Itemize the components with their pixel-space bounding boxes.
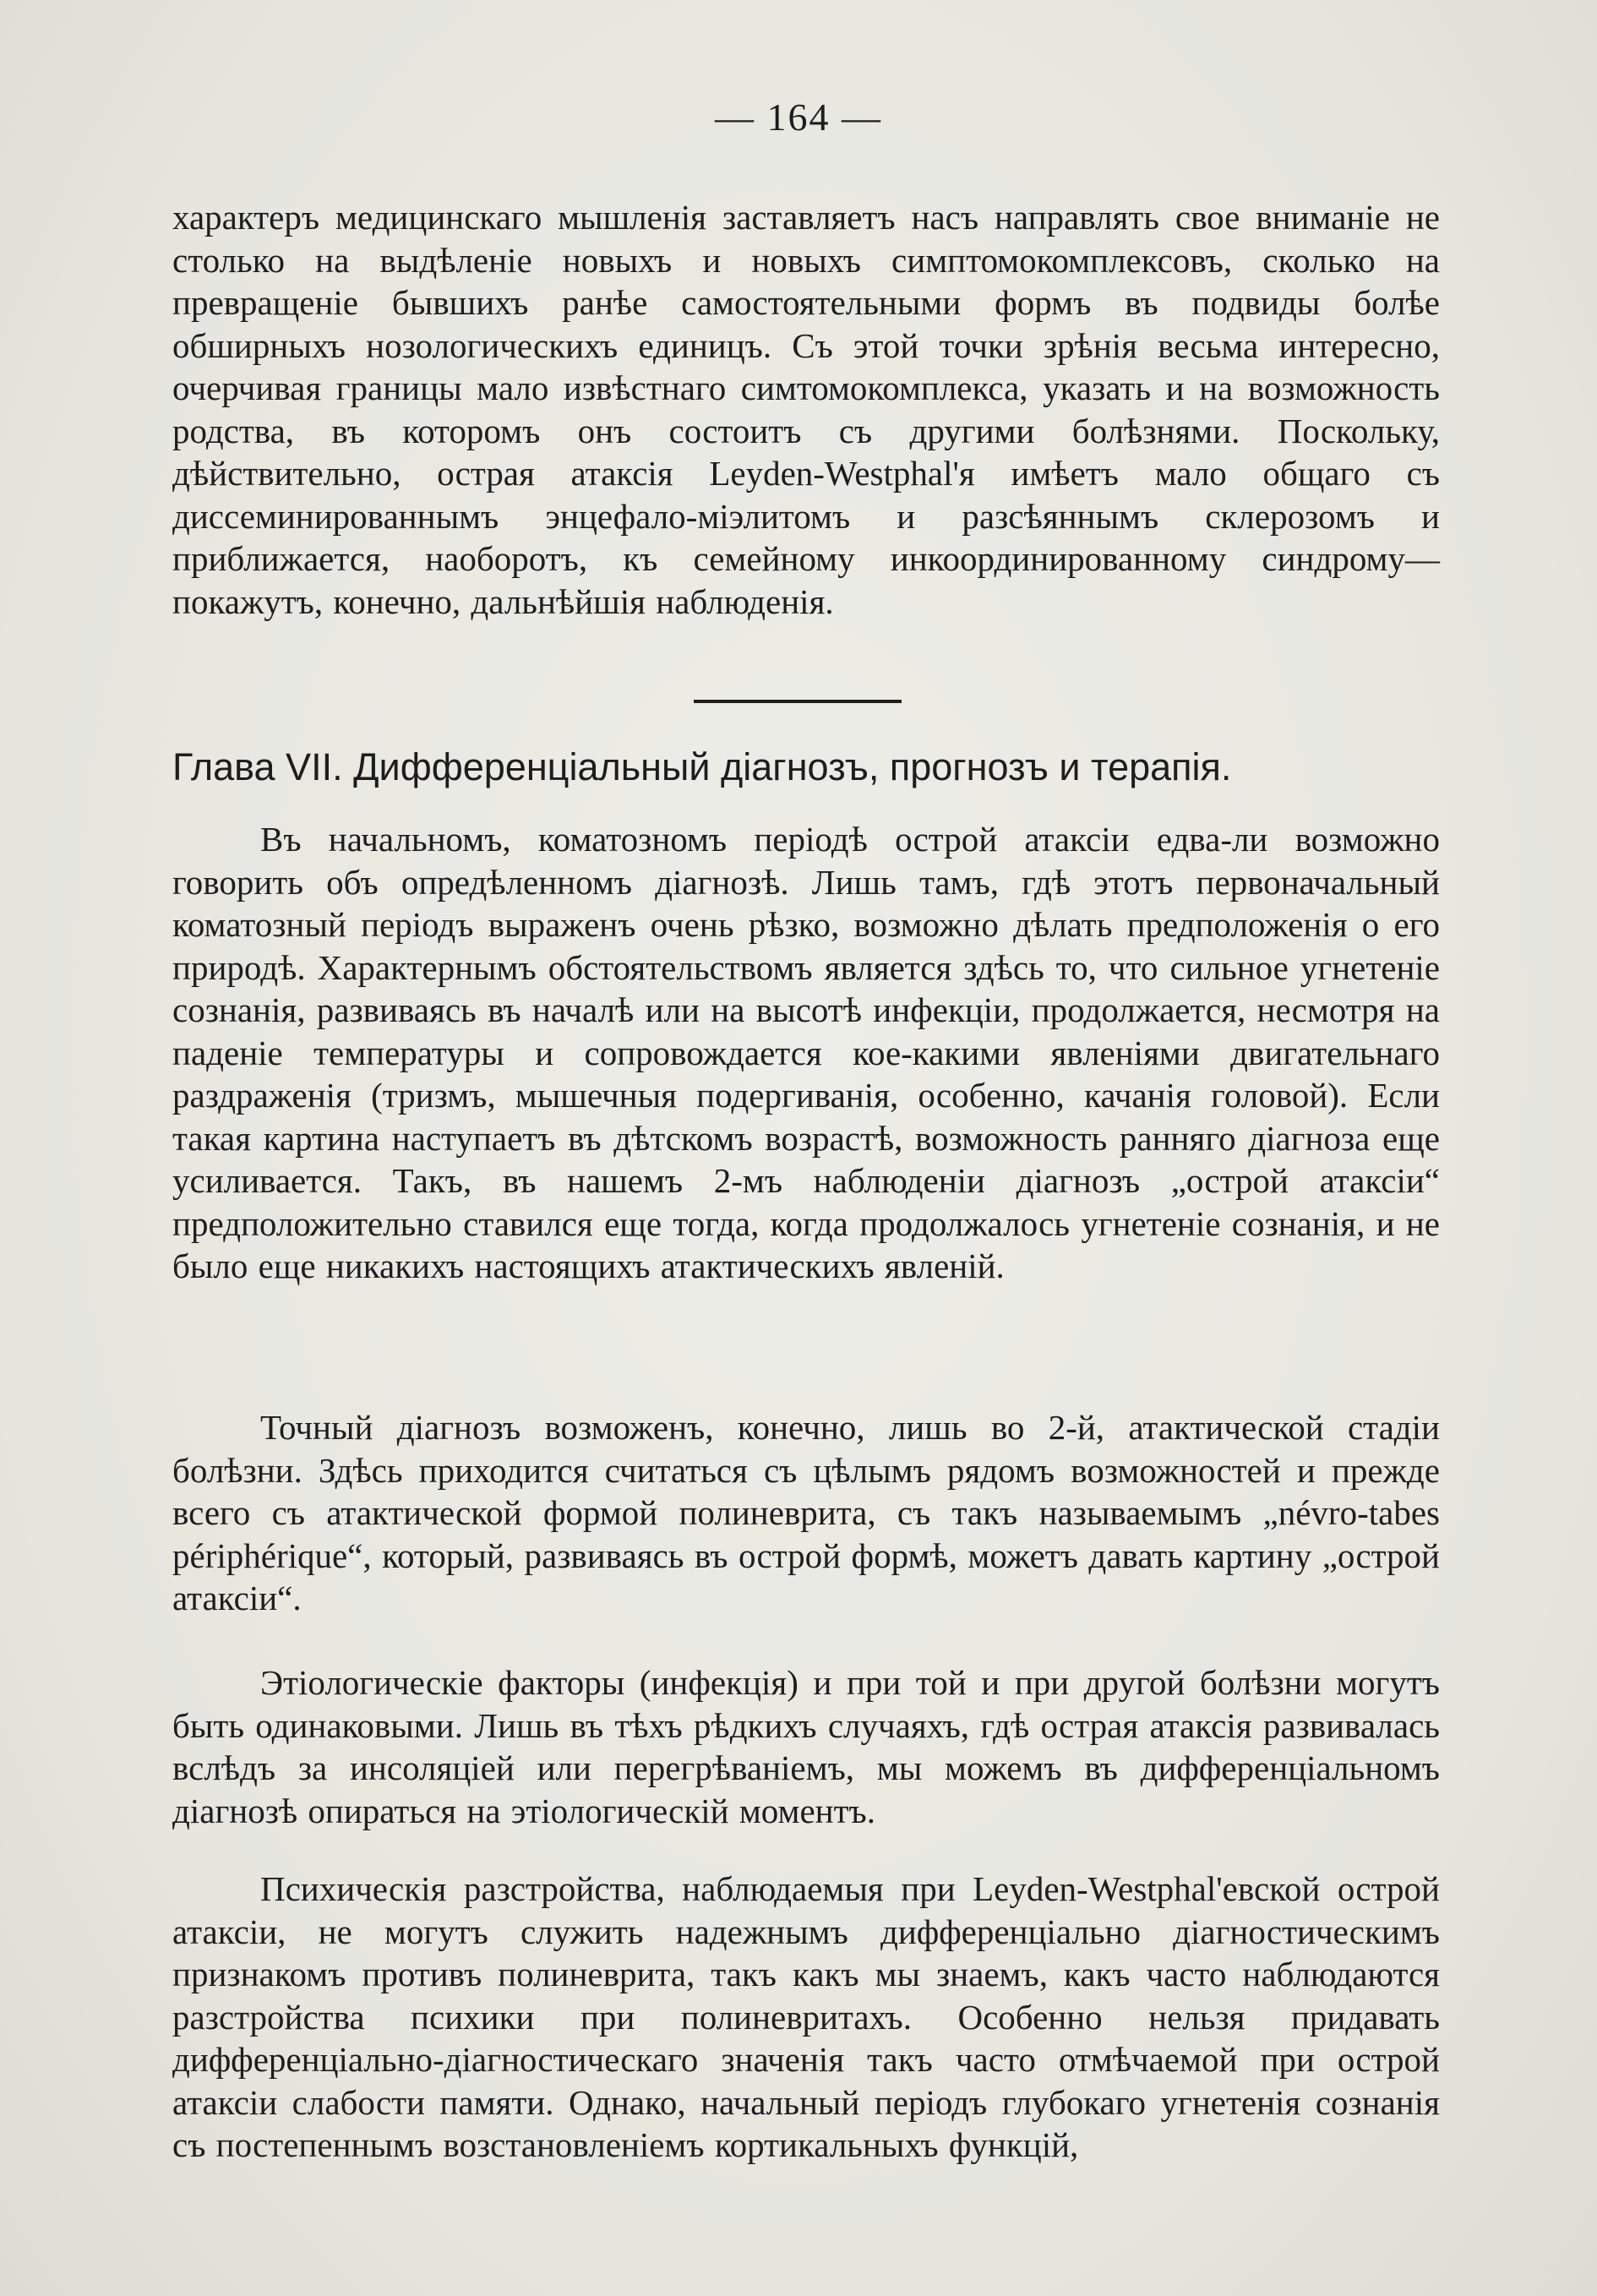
paragraph-ataxic-stage: Точный діагнозъ возможенъ, конечно, лишь во 2-й, атактической стадіи болѣзни. Здѣсь приходится считаться съ цѣлымъ рядомъ возможностей и прежде всего съ атактической формой полиневрита, съ такъ называемымъ „névro-tabes périphérique“, который, развиваясь въ острой формѣ, можетъ давать картину „острой атаксіи“. (172, 1408, 1440, 1617)
chapter-heading: Глава VII. Дифференціальный діагнозъ, прогнозъ и терапія. (172, 745, 1232, 788)
intro-block (172, 196, 1440, 623)
chapter-body-4 (172, 1868, 1440, 2167)
chapter-body-3 (172, 1661, 1440, 1832)
section-divider (694, 700, 902, 703)
chapter-body-2 (172, 1406, 1440, 1620)
paragraph-psychic-disorders: Психическія разстройства, наблюдаемыя при Leyden-Westphal'евской острой атаксіи, не могутъ служить надежнымъ дифференціально діагностическимъ признакомъ противъ полиневрита, такъ какъ мы знаемъ, какъ часто наблюдаются разстройства психики при полиневритахъ. Особенно нельзя придавать дифференціально-діагностическаго значенія такъ часто отмѣчаемой при острой атаксіи слабости памяти. Однако, начальный періодъ глубокаго угнетенія сознанія съ постепеннымъ возстановленіемъ кортикальныхъ функцій, (172, 1869, 1440, 2164)
paragraph-etiology: Этіологическіе факторы (инфекція) и при той и при другой болѣзни могутъ быть одинаковыми. Лишь въ тѣхъ рѣдкихъ случаяхъ, гдѣ острая атаксія развивалась вслѣдъ за инсоляціей или перегрѣваніемъ, мы можемъ въ дифференціальномъ діагнозѣ опираться на этіологическій моментъ. (172, 1663, 1440, 1830)
paragraph-diagnosis-coma: Въ начальномъ, коматозномъ періодѣ острой атаксіи едва-ли возможно говорить объ опредѣленномъ діагнозѣ. Лишь тамъ, гдѣ этотъ первоначальный коматозный періодъ выраженъ очень рѣзко, возможно дѣлать предположенія о его природѣ. Характернымъ обстоятельствомъ является здѣсь то, что сильное угнетеніе сознанія, развиваясь въ началѣ или на высотѣ инфекціи, продолжается, несмотря на паденіе температуры и сопровождается кое-какими явленіями двигательнаго раздраженія (тризмъ, мышечныя подергиванія, особенно, качанія головой). Если такая картина наступаетъ въ дѣтскомъ возрастѣ, возможность ранняго діагноза еще усиливается. Такъ, въ нашемъ 2-мъ наблюденіи діагнозъ „острой атаксіи“ предположительно ставился еще тогда, когда продолжалось угнетеніе сознанія, и не было еще никакихъ настоящихъ атактическихъ явленій. (172, 820, 1440, 1285)
chapter-body (172, 818, 1440, 1288)
intro-paragraph: характеръ медицинскаго мышленія заставляетъ насъ направлять свое вниманіе не столько на выдѣленіе новыхъ и новыхъ симптомокомплексовъ, сколько на превращеніе бывшихъ ранѣе самостоятельными формъ въ подвиды болѣе обширныхъ нозологическихъ единицъ. Съ этой точки зрѣнія весьма интересно, очерчивая границы мало извѣстнаго симтомокомплекса, указать и на возможность родства, въ которомъ онъ состоитъ съ другими болѣзнями. Поскольку, дѣйствительно, острая атаксія Leyden-Westphal'я имѣетъ мало общаго съ диссеминированнымъ энцефало-міэлитомъ и разсѣяннымъ склерозомъ и приближается, наоборотъ, къ семейному инкоординированному синдрому—покажутъ, конечно, дальнѣйшія наблюденія. (172, 198, 1440, 621)
page-number: — 164 — (715, 95, 882, 139)
